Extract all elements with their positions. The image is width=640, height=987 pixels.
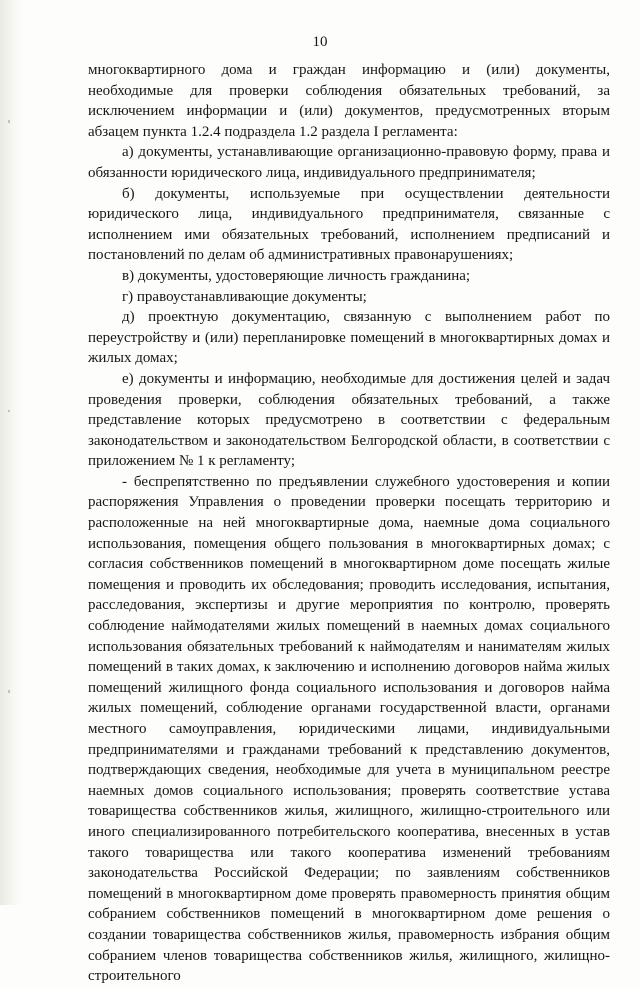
scan-artifact: [8, 410, 10, 412]
list-item-g: г) правоустанавливающие документы;: [122, 288, 367, 305]
list-item-d: д) проектную документацию, связанную с выполнением работ по переустройству и (или) перепланировке помещений в многоквартирных домах и жилых домах;: [88, 309, 610, 367]
list-item-v: в) документы, удостоверяющие личность гражданина;: [122, 267, 471, 284]
page-number: 10: [312, 34, 328, 50]
scan-artifact: [8, 120, 10, 123]
scan-artifact: [8, 690, 10, 693]
document-body: [88, 60, 610, 987]
list-item-b: б) документы, используемые при осуществлении деятельности юридического лица, индивидуального предпринимателя, связанные с исполнением ими обязательных требований, исполнением предписаний и постановлений по делам об административных правонарушениях;: [88, 185, 610, 264]
dash-paragraph-inspection-rights: - беспрепятственно по предъявлении служебного удостоверения и копии распоряжения Управления о проведении проверки посещать территорию и расположенные на ней многоквартирные дома, наемные дома социального использования, помещения общего пользования в многоквартирных домах; с согласия собственников помещений в многоквартирном доме посещать жилые помещения и проводить их обследования; проводить исследования, испытания, расследования, экспертизы и другие мероприятия по контролю, проверять соблюдение наймодателями жилых помещений в наемных домах социального использования обязательных требований к наймодателям и нанимателям жилых помещений в таких домах, к заключению и исполнению договоров найма жилых помещений жилищного фонда социального использования и договоров найма жилых помещений, соблюдение органами государственной власти, органами местного самоуправления, юридическими лицами, индивидуальными предпринимателями и гражданами требований к представлению документов, подтверждающих сведения, необходимые для учета в муниципальном реестре наемных домов социального использования; проверять соответствие устава товарищества собственников жилья, жилищного, жилищно-строительного или иного специализированного потребительского кооператива, внесенных в устав такого товарищества или такого кооператива изменений требованиям законодательства Российской Федерации; по заявлениям собственников помещений в многоквартирном доме проверять правомерность принятия общим собранием собственников помещений в многоквартирном доме решения о создании товарищества собственников жилья, правомерность избрания общим собранием членов товарищества собственников жилья, жилищного, жилищно-строительного: [88, 473, 610, 985]
list-item-e: е) документы и информацию, необходимые для достижения целей и задач проведения проверки, соблюдения обязательных требований, а также представление которых предусмотрено в соответствии с федеральным законодательством и законодательством Белгородской области, в соответствии с приложением № 1 к регламенту;: [88, 370, 610, 470]
list-item-a: а) документы, устанавливающие организационно-правовую форму, права и обязанности юридического лица, индивидуального предпринимателя;: [88, 144, 610, 181]
paragraph-continuation: многоквартирного дома и граждан информацию и (или) документы, необходимые для проверки соблюдения обязательных требований, за исключением информации и (или) документов, предусмотренных вторым абзацем пункта 1.2.4 подраздела 1.2 раздела I регламента:: [88, 62, 610, 140]
scan-margin-shadow: [0, 0, 22, 905]
